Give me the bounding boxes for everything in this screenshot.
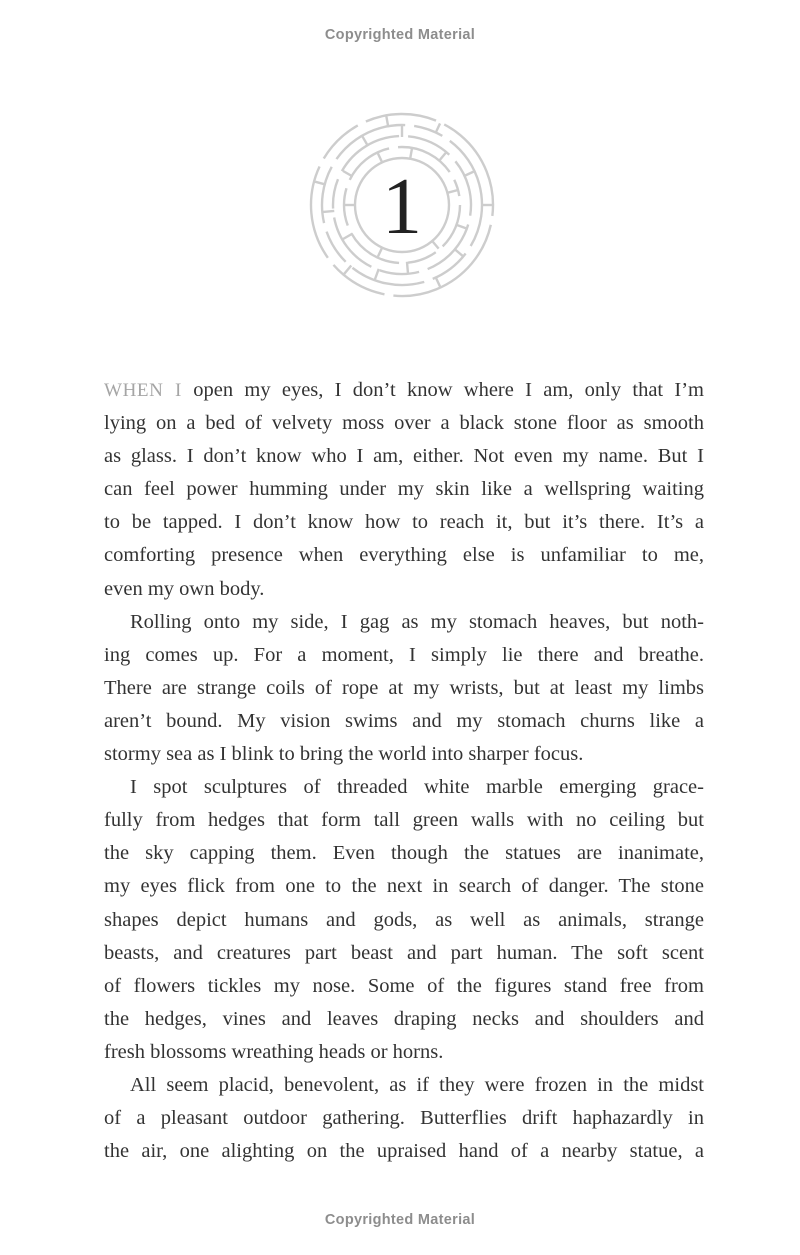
copyright-notice-bottom: Copyrighted Material bbox=[324, 1212, 476, 1228]
paragraph bbox=[104, 1069, 704, 1168]
body-text bbox=[104, 374, 704, 1168]
text-line: can feel power humming under my skin like a wellspring waiting bbox=[104, 478, 704, 501]
text-line: stormy sea as I blink to bring the world into sharper focus. bbox=[104, 743, 584, 766]
text-line: fully from hedges that form tall green walls with no ceiling but bbox=[104, 809, 704, 832]
text-line: to be tapped. I don’t know how to reach it, but it’s there. It’s a bbox=[104, 511, 704, 534]
paragraph bbox=[104, 606, 704, 771]
chapter-number: 1 bbox=[382, 163, 422, 251]
text-line: Rolling onto my side, I gag as my stomach heaves, but noth- bbox=[130, 610, 704, 633]
text-line: even my own body. bbox=[104, 577, 265, 600]
text-line: lying on a bed of velvety moss over a black stone floor as smooth bbox=[104, 412, 704, 435]
text-line: All seem placid, benevolent, as if they were frozen in the midst bbox=[130, 1073, 704, 1096]
chapter-ornament bbox=[308, 111, 496, 299]
text-line: WHEN I open my eyes, I don’t know where I am, only that I’m bbox=[104, 379, 704, 401]
text-line: comforting presence when everything else is unfamiliar to me, bbox=[104, 544, 704, 567]
text-line: the sky capping them. Even though the statues are inanimate, bbox=[104, 842, 704, 865]
text-line: aren’t bound. My vision swims and my stomach churns like a bbox=[104, 709, 704, 732]
text-line: the air, one alighting on the upraised hand of a nearby statue, a bbox=[104, 1140, 704, 1163]
text-line: of a pleasant outdoor gathering. Butterflies drift haphazardly in bbox=[104, 1107, 704, 1130]
text-line: fresh blossoms wreathing heads or horns. bbox=[104, 1040, 444, 1063]
paragraph bbox=[104, 374, 704, 606]
text-line: of flowers tickles my nose. Some of the figures stand free from bbox=[104, 974, 704, 997]
circular-labyrinth-icon bbox=[308, 111, 496, 299]
text-line: I spot sculptures of threaded white marble emerging grace- bbox=[130, 776, 704, 799]
text-line: as glass. I don’t know who I am, either. Not even my name. But I bbox=[104, 445, 704, 468]
text-line: my eyes flick from one to the next in search of danger. The stone bbox=[104, 875, 704, 898]
text-line: There are strange coils of rope at my wrists, but at least my limbs bbox=[104, 676, 704, 699]
copyright-notice-top: Copyrighted Material bbox=[324, 27, 476, 43]
text-line: beasts, and creatures part beast and part human. The soft scent bbox=[104, 941, 704, 964]
chapter-lead-in: WHEN I bbox=[104, 380, 182, 401]
text-line: ing comes up. For a moment, I simply lie there and breathe. bbox=[104, 643, 704, 666]
paragraph bbox=[104, 771, 704, 1069]
text-line: shapes depict humans and gods, as well as animals, strange bbox=[104, 908, 704, 931]
text-line: the hedges, vines and leaves draping necks and shoulders and bbox=[104, 1007, 704, 1030]
